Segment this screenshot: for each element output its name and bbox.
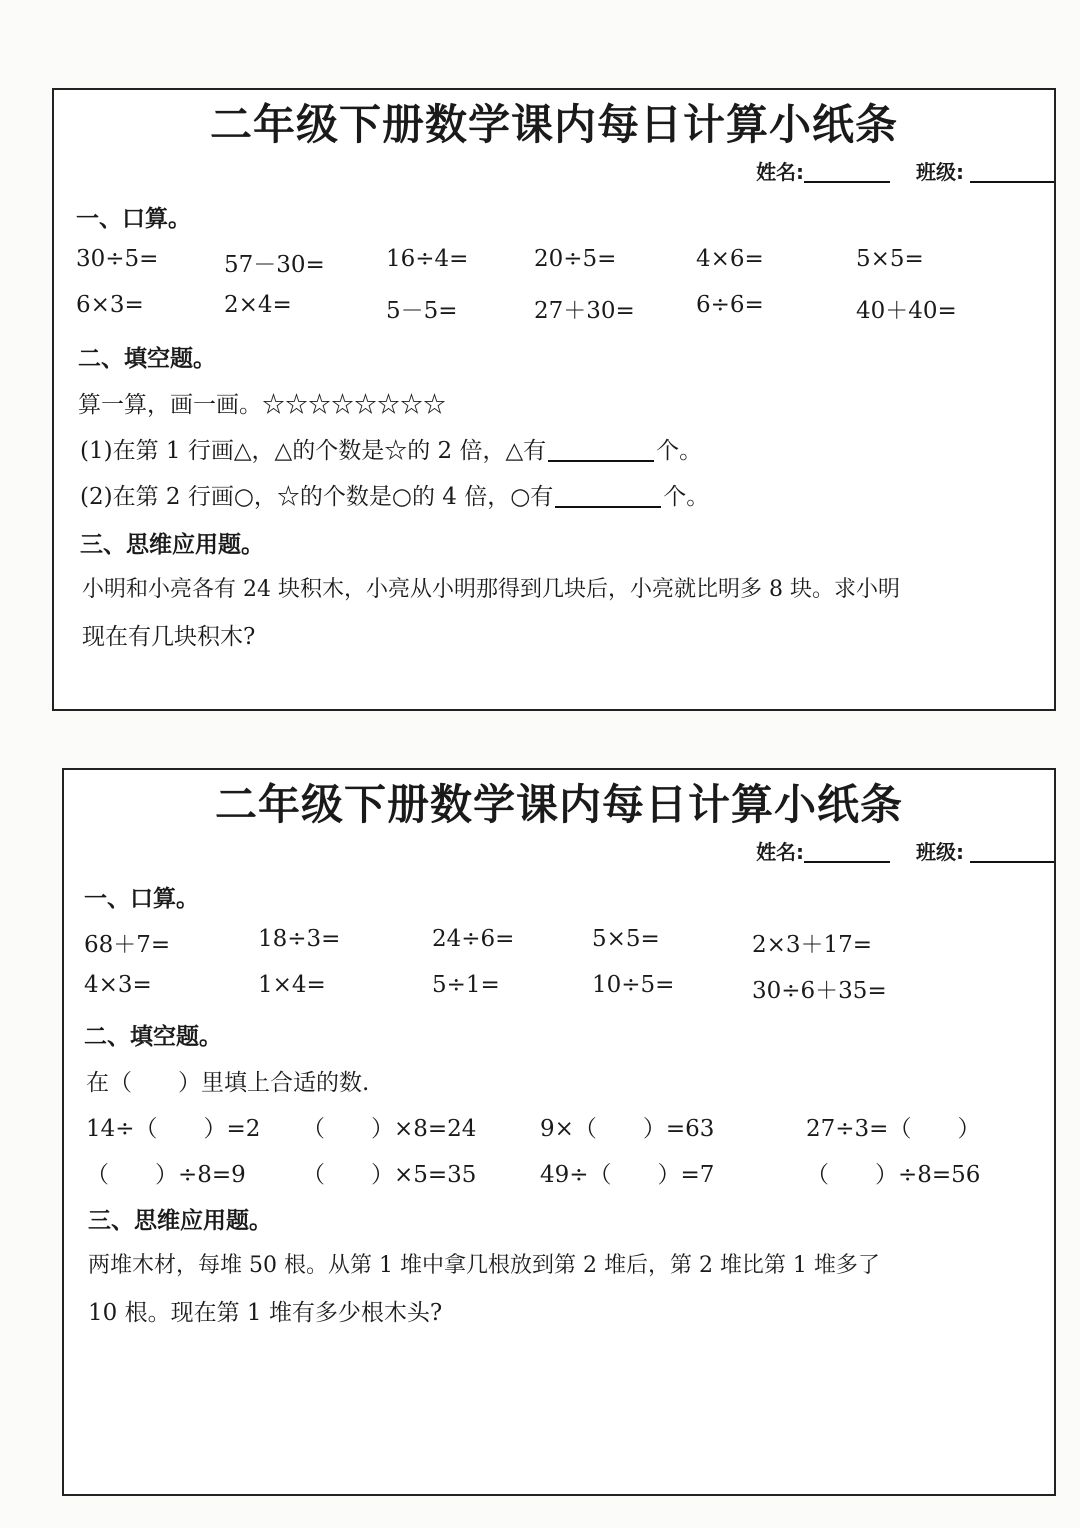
oral-problem: 5÷1=	[432, 972, 500, 998]
section-heading-word: 三、思维应用题。	[88, 1208, 272, 1234]
fill-problem[interactable]: （ ）×8=24	[302, 1116, 477, 1142]
oral-problem: 30÷5=	[76, 246, 159, 272]
oral-problem: 10÷5=	[592, 972, 675, 998]
oral-problem: 5×5=	[856, 246, 924, 272]
oral-problem: 1×4=	[258, 972, 326, 998]
oral-problem: 5－5=	[386, 298, 458, 324]
name-class-line	[756, 156, 1054, 185]
oral-problem: 6×3=	[76, 292, 144, 318]
section-heading-fill: 二、填空题。	[78, 346, 216, 372]
worksheet-title: 二年级下册数学课内每日计算小纸条	[209, 100, 898, 149]
oral-problem: 30÷6＋35=	[752, 978, 887, 1004]
fill-problem[interactable]: 49÷（ ）=7	[540, 1162, 715, 1188]
fill-problem[interactable]: （ ）÷8=9	[86, 1162, 246, 1188]
oral-problem: 2×3＋17=	[752, 932, 873, 958]
oral-problem: 6÷6=	[696, 292, 764, 318]
class-blank[interactable]	[970, 841, 1054, 863]
worksheet-title: 二年级下册数学课内每日计算小纸条	[214, 780, 903, 829]
oral-problem: 68＋7=	[84, 932, 171, 958]
fill-intro: 在（ ）里填上合适的数.	[86, 1070, 370, 1096]
class-blank[interactable]	[970, 161, 1054, 183]
oral-problem: 40＋40=	[856, 298, 957, 324]
oral-problem: 4×3=	[84, 972, 152, 998]
section-heading-oral: 一、口算。	[84, 886, 199, 912]
fill-problem[interactable]: （ ）×5=35	[302, 1162, 477, 1188]
fill-question-2: (2)在第 2 行画○，☆的个数是○的 4 倍，○有 个。	[80, 484, 710, 510]
word-problem-line: 小明和小亮各有 24 块积木，小亮从小明那得到几块后，小亮就比明多 8 块。求小明	[82, 577, 900, 602]
oral-problem: 27＋30=	[534, 298, 635, 324]
class-label: 班级:	[916, 840, 964, 864]
fill-question-1: (1)在第 1 行画△，△的个数是☆的 2 倍，△有 个。	[80, 438, 703, 464]
section-heading-oral: 一、口算。	[76, 206, 191, 232]
word-problem-line: 10 根。现在第 1 堆有多少根木头?	[88, 1300, 443, 1326]
fill-problem[interactable]: 9×（ ）=63	[540, 1116, 715, 1142]
section-heading-fill: 二、填空题。	[84, 1024, 222, 1050]
oral-problem: 5×5=	[592, 926, 660, 952]
oral-problem: 57－30=	[224, 252, 325, 278]
name-label: 姓名:	[756, 840, 805, 864]
oral-problem: 2×4=	[224, 292, 292, 318]
answer-blank[interactable]	[548, 438, 654, 462]
word-problem-line: 两堆木材，每堆 50 根。从第 1 堆中拿几根放到第 2 堆后，第 2 堆比第 1 堆多了	[88, 1253, 880, 1278]
fill-problem[interactable]: 14÷（ ）=2	[86, 1116, 261, 1142]
oral-problem: 4×6=	[696, 246, 764, 272]
fill-problem[interactable]: 27÷3=（ ）	[806, 1116, 981, 1142]
oral-problem: 16÷4=	[386, 246, 469, 272]
worksheet-card-2	[62, 768, 1056, 1496]
fill-intro: 算一算，画一画。☆☆☆☆☆☆☆☆	[78, 392, 446, 418]
name-blank[interactable]	[804, 161, 890, 183]
oral-problem: 18÷3=	[258, 926, 341, 952]
name-label: 姓名:	[756, 160, 805, 184]
answer-blank[interactable]	[555, 484, 661, 508]
oral-problem: 20÷5=	[534, 246, 617, 272]
fill-problem[interactable]: （ ）÷8=56	[806, 1162, 981, 1188]
name-class-line	[756, 836, 1054, 865]
word-problem-line: 现在有几块积木?	[82, 624, 256, 650]
name-blank[interactable]	[804, 841, 890, 863]
class-label: 班级:	[916, 160, 964, 184]
oral-problem: 24÷6=	[432, 926, 515, 952]
section-heading-word: 三、思维应用题。	[80, 532, 264, 558]
worksheet-card-1	[52, 88, 1056, 711]
